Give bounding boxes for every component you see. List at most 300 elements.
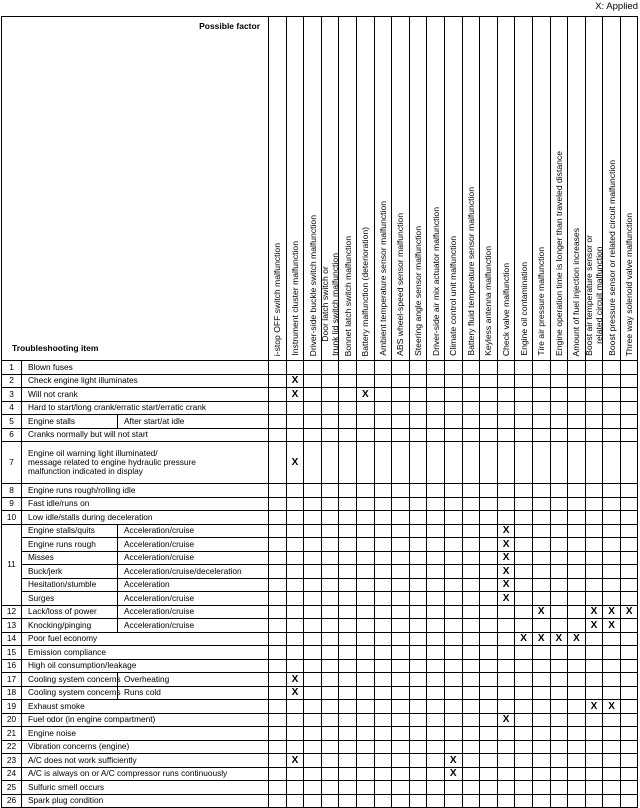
factor-cell — [304, 727, 322, 741]
factor-cell — [532, 511, 550, 525]
factor-cell — [603, 415, 621, 429]
factor-cell — [515, 781, 533, 795]
factor-cell — [515, 592, 533, 606]
factor-cell — [304, 713, 322, 727]
factor-cell — [568, 484, 586, 498]
factor-cell — [374, 442, 392, 484]
factor-cell — [321, 754, 339, 768]
applied-mark: X — [497, 592, 515, 606]
factor-cell — [532, 700, 550, 714]
factor-label: Driver-side buckle switch malfunction — [307, 214, 318, 356]
factor-cell — [550, 401, 568, 415]
factor-cell — [532, 497, 550, 511]
factor-cell — [409, 794, 427, 808]
factor-cell — [374, 565, 392, 579]
factor-cell — [585, 374, 603, 388]
factor-cell — [304, 442, 322, 484]
factor-cell — [392, 673, 410, 687]
factor-cell — [409, 659, 427, 673]
factor-cell — [603, 388, 621, 402]
factor-cell — [269, 578, 287, 592]
factor-cell — [568, 619, 586, 633]
factor-label: Bonnet latch switch malfunction — [342, 235, 353, 356]
factor-cell — [304, 592, 322, 606]
factor-header — [269, 17, 287, 361]
factor-cell — [304, 754, 322, 768]
factor-header — [409, 17, 427, 361]
factor-cell — [321, 781, 339, 795]
factor-cell — [321, 428, 339, 442]
factor-cell — [374, 781, 392, 795]
factor-cell — [374, 740, 392, 754]
factor-cell — [409, 700, 427, 714]
factor-cell — [444, 565, 462, 579]
row-number: 8 — [2, 484, 22, 498]
factor-cell — [532, 781, 550, 795]
factor-cell — [286, 538, 304, 552]
factor-header — [427, 17, 445, 361]
factor-cell — [444, 632, 462, 646]
factor-cell — [427, 659, 445, 673]
item-condition: Acceleration/cruise — [118, 551, 269, 565]
factor-cell — [339, 713, 357, 727]
table-row — [2, 659, 638, 673]
factor-cell — [286, 794, 304, 808]
factor-cell — [585, 578, 603, 592]
factor-cell — [409, 511, 427, 525]
factor-cell — [620, 740, 638, 754]
factor-cell — [392, 646, 410, 660]
factor-cell — [532, 388, 550, 402]
factor-cell — [462, 754, 480, 768]
factor-cell — [392, 524, 410, 538]
table-row — [2, 428, 638, 442]
row-number: 6 — [2, 428, 22, 442]
factor-cell — [269, 428, 287, 442]
factor-cell — [339, 632, 357, 646]
factor-cell — [304, 551, 322, 565]
factor-cell — [462, 592, 480, 606]
table-row — [2, 415, 638, 429]
factor-cell — [550, 727, 568, 741]
factor-cell — [374, 659, 392, 673]
factor-cell — [286, 401, 304, 415]
factor-cell — [374, 727, 392, 741]
factor-cell — [392, 767, 410, 781]
factor-cell — [356, 619, 374, 633]
table-row — [2, 388, 638, 402]
factor-cell — [603, 646, 621, 660]
factor-cell — [480, 673, 498, 687]
factor-cell — [497, 428, 515, 442]
row-number: 3 — [2, 388, 22, 402]
applied-mark: X — [620, 605, 638, 619]
factor-cell — [620, 619, 638, 633]
factor-cell — [427, 442, 445, 484]
factor-cell — [444, 686, 462, 700]
factor-cell — [427, 781, 445, 795]
factor-cell — [374, 428, 392, 442]
troubleshooting-item: High oil consumption/leakage — [22, 659, 269, 673]
table-row — [2, 565, 638, 579]
factor-cell — [497, 361, 515, 375]
factor-cell — [392, 619, 410, 633]
factor-cell — [321, 442, 339, 484]
factor-cell — [321, 388, 339, 402]
factor-cell — [356, 361, 374, 375]
item-condition: After start/at idle — [118, 415, 269, 429]
factor-cell — [444, 659, 462, 673]
factor-cell — [444, 740, 462, 754]
factor-cell — [409, 374, 427, 388]
factor-cell — [427, 700, 445, 714]
factor-cell — [392, 428, 410, 442]
factor-cell — [585, 361, 603, 375]
factor-cell — [620, 767, 638, 781]
factor-label: Door latch switch or trunk lid switch malfunction — [320, 253, 341, 356]
factor-cell — [392, 538, 410, 552]
factor-cell — [620, 538, 638, 552]
factor-cell — [392, 700, 410, 714]
factor-cell — [339, 361, 357, 375]
factor-header — [585, 17, 603, 361]
factor-cell — [304, 794, 322, 808]
factor-cell — [620, 659, 638, 673]
factor-cell — [374, 754, 392, 768]
factor-cell — [585, 767, 603, 781]
factor-header — [444, 17, 462, 361]
factor-cell — [620, 686, 638, 700]
factor-cell — [532, 442, 550, 484]
factor-cell — [585, 713, 603, 727]
factor-cell — [620, 754, 638, 768]
factor-cell — [392, 415, 410, 429]
troubleshooting-item: Vibration concerns (engine) — [22, 740, 269, 754]
factor-cell — [532, 740, 550, 754]
factor-cell — [269, 511, 287, 525]
troubleshooting-item: Hard to start/long crank/erratic start/erratic crank — [22, 401, 269, 415]
factor-cell — [532, 673, 550, 687]
factor-cell — [550, 592, 568, 606]
factor-cell — [515, 605, 533, 619]
factor-header — [374, 17, 392, 361]
factor-cell — [515, 619, 533, 633]
table-row — [2, 713, 638, 727]
factor-cell — [269, 754, 287, 768]
factor-cell — [585, 686, 603, 700]
troubleshooting-item: Misses — [22, 551, 118, 565]
applied-mark: X — [603, 700, 621, 714]
factor-cell — [585, 538, 603, 552]
possible-factor-label: Possible factor — [199, 21, 261, 31]
factor-header — [321, 17, 339, 361]
row-number: 26 — [2, 794, 22, 808]
factor-cell — [304, 632, 322, 646]
item-condition: Acceleration/cruise — [118, 538, 269, 552]
factor-cell — [480, 754, 498, 768]
factor-cell — [321, 578, 339, 592]
factor-cell — [427, 740, 445, 754]
factor-cell — [269, 632, 287, 646]
factor-cell — [620, 632, 638, 646]
factor-cell — [532, 794, 550, 808]
factor-cell — [374, 401, 392, 415]
troubleshooting-item: Blown fuses — [22, 361, 269, 375]
factor-cell — [603, 497, 621, 511]
factor-cell — [497, 605, 515, 619]
factor-cell — [321, 361, 339, 375]
factor-cell — [321, 538, 339, 552]
row-number: 24 — [2, 767, 22, 781]
factor-cell — [497, 740, 515, 754]
factor-cell — [603, 632, 621, 646]
factor-cell — [462, 428, 480, 442]
factor-cell — [374, 605, 392, 619]
factor-cell — [356, 740, 374, 754]
factor-cell — [339, 497, 357, 511]
factor-cell — [568, 781, 586, 795]
factor-cell — [286, 428, 304, 442]
factor-cell — [603, 767, 621, 781]
factor-header — [392, 17, 410, 361]
table-row — [2, 511, 638, 525]
factor-cell — [462, 619, 480, 633]
item-condition: Acceleration — [118, 578, 269, 592]
factor-cell — [356, 497, 374, 511]
factor-cell — [497, 374, 515, 388]
factor-cell — [532, 646, 550, 660]
applied-mark: X — [286, 754, 304, 768]
factor-label: Engine operation time is longer than traveled distance — [553, 151, 564, 356]
factor-cell — [304, 605, 322, 619]
factor-cell — [269, 415, 287, 429]
factor-cell — [304, 497, 322, 511]
table-row — [2, 619, 638, 633]
factor-label: Keyless antenna malfunction — [483, 246, 494, 356]
factor-cell — [480, 565, 498, 579]
factor-cell — [427, 794, 445, 808]
factor-cell — [603, 442, 621, 484]
row-number: 17 — [2, 673, 22, 687]
factor-cell — [304, 740, 322, 754]
factor-cell — [356, 686, 374, 700]
table-row — [2, 794, 638, 808]
factor-cell — [339, 511, 357, 525]
factor-cell — [603, 551, 621, 565]
applied-mark: X — [585, 700, 603, 714]
factor-cell — [304, 700, 322, 714]
item-condition: Acceleration/cruise — [118, 619, 269, 633]
troubleshooting-item: Low idle/stalls during deceleration — [22, 511, 269, 525]
factor-header — [532, 17, 550, 361]
factor-cell — [585, 673, 603, 687]
factor-cell — [585, 632, 603, 646]
factor-cell — [356, 659, 374, 673]
factor-cell — [286, 740, 304, 754]
factor-cell — [392, 686, 410, 700]
factor-cell — [356, 551, 374, 565]
factor-cell — [444, 700, 462, 714]
factor-cell — [550, 497, 568, 511]
applied-mark: X — [568, 632, 586, 646]
factor-cell — [550, 565, 568, 579]
factor-cell — [286, 619, 304, 633]
factor-cell — [462, 673, 480, 687]
factor-cell — [427, 605, 445, 619]
applied-mark: X — [585, 605, 603, 619]
factor-cell — [620, 484, 638, 498]
factor-cell — [480, 740, 498, 754]
factor-cell — [568, 592, 586, 606]
troubleshooting-item: Lack/loss of power — [22, 605, 118, 619]
factor-cell — [392, 565, 410, 579]
factor-cell — [603, 659, 621, 673]
factor-cell — [550, 686, 568, 700]
row-number: 14 — [2, 632, 22, 646]
factor-cell — [286, 524, 304, 538]
factor-cell — [515, 415, 533, 429]
factor-cell — [356, 578, 374, 592]
factor-cell — [497, 767, 515, 781]
factor-cell — [444, 388, 462, 402]
factor-cell — [603, 511, 621, 525]
factor-cell — [356, 442, 374, 484]
applied-mark: X — [286, 388, 304, 402]
troubleshooting-item: Engine stalls — [22, 415, 118, 429]
factor-cell — [515, 727, 533, 741]
factor-cell — [427, 673, 445, 687]
factor-cell — [321, 511, 339, 525]
factor-cell — [321, 497, 339, 511]
factor-cell — [585, 511, 603, 525]
factor-cell — [480, 551, 498, 565]
factor-cell — [550, 484, 568, 498]
factor-cell — [392, 401, 410, 415]
table-row — [2, 632, 638, 646]
factor-cell — [532, 659, 550, 673]
applied-mark: X — [497, 713, 515, 727]
factor-header — [620, 17, 638, 361]
factor-cell — [603, 578, 621, 592]
factor-cell — [462, 415, 480, 429]
table-row — [2, 361, 638, 375]
factor-cell — [374, 592, 392, 606]
factor-cell — [444, 524, 462, 538]
factor-cell — [409, 592, 427, 606]
troubleshooting-item: Will not crank — [22, 388, 269, 402]
factor-cell — [603, 401, 621, 415]
factor-cell — [568, 524, 586, 538]
factor-cell — [427, 632, 445, 646]
factor-cell — [286, 713, 304, 727]
factor-cell — [480, 794, 498, 808]
row-number: 12 — [2, 605, 22, 619]
factor-cell — [409, 767, 427, 781]
factor-cell — [462, 401, 480, 415]
factor-cell — [286, 646, 304, 660]
factor-cell — [603, 524, 621, 538]
factor-cell — [356, 592, 374, 606]
factor-cell — [304, 659, 322, 673]
factor-cell — [515, 700, 533, 714]
factor-cell — [392, 592, 410, 606]
factor-cell — [304, 374, 322, 388]
factor-cell — [321, 374, 339, 388]
factor-cell — [603, 727, 621, 741]
factor-cell — [620, 700, 638, 714]
factor-cell — [444, 551, 462, 565]
applied-mark: X — [497, 551, 515, 565]
factor-cell — [304, 646, 322, 660]
factor-cell — [515, 524, 533, 538]
header-corner — [2, 17, 269, 361]
factor-cell — [603, 673, 621, 687]
factor-cell — [515, 484, 533, 498]
factor-cell — [515, 578, 533, 592]
table-row — [2, 754, 638, 768]
factor-cell — [374, 686, 392, 700]
factor-cell — [269, 767, 287, 781]
factor-cell — [339, 415, 357, 429]
factor-cell — [444, 442, 462, 484]
factor-cell — [497, 484, 515, 498]
factor-cell — [585, 428, 603, 442]
factor-cell — [620, 578, 638, 592]
factor-cell — [339, 428, 357, 442]
factor-cell — [392, 794, 410, 808]
factor-cell — [409, 605, 427, 619]
troubleshooting-table — [1, 16, 638, 808]
factor-cell — [515, 442, 533, 484]
row-number: 2 — [2, 374, 22, 388]
factor-cell — [550, 646, 568, 660]
factor-cell — [339, 442, 357, 484]
factor-cell — [321, 619, 339, 633]
troubleshooting-item: Check engine light illuminates — [22, 374, 269, 388]
factor-cell — [603, 565, 621, 579]
factor-cell — [603, 374, 621, 388]
factor-cell — [392, 374, 410, 388]
factor-cell — [339, 565, 357, 579]
factor-cell — [321, 794, 339, 808]
factor-cell — [427, 374, 445, 388]
item-condition: Acceleration/cruise/deceleration — [118, 565, 269, 579]
factor-cell — [409, 686, 427, 700]
troubleshooting-item: Engine stalls/quits — [22, 524, 118, 538]
factor-cell — [568, 388, 586, 402]
row-number: 16 — [2, 659, 22, 673]
factor-cell — [480, 605, 498, 619]
factor-cell — [515, 538, 533, 552]
factor-cell — [409, 632, 427, 646]
factor-cell — [497, 686, 515, 700]
factor-cell — [427, 388, 445, 402]
factor-cell — [620, 781, 638, 795]
factor-cell — [356, 794, 374, 808]
factor-header — [356, 17, 374, 361]
factor-cell — [603, 428, 621, 442]
factor-cell — [339, 740, 357, 754]
factor-cell — [427, 415, 445, 429]
factor-cell — [568, 497, 586, 511]
factor-cell — [603, 592, 621, 606]
factor-cell — [321, 401, 339, 415]
factor-cell — [374, 767, 392, 781]
factor-cell — [269, 605, 287, 619]
factor-cell — [497, 619, 515, 633]
factor-header — [603, 17, 621, 361]
troubleshooting-item: Engine runs rough — [22, 538, 118, 552]
